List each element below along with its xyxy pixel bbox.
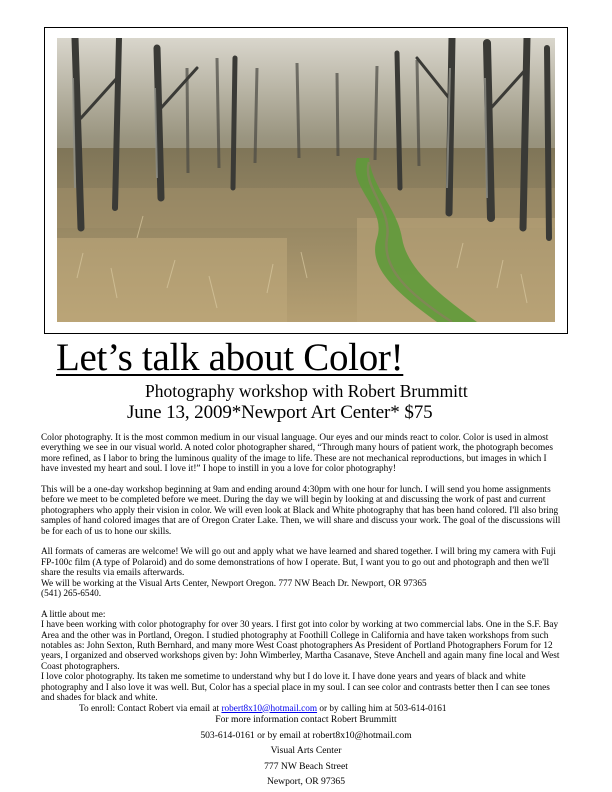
enroll-text: To enroll: Contact Robert via email at	[79, 703, 222, 714]
location-line: We will be working at the Visual Arts Center, Newport Oregon. 777 NW Beach Dr. Newport, OR 97365	[41, 578, 427, 589]
contact-line: 503-614-0161 or by email at robert8x10@hotmail.com	[200, 729, 412, 741]
about-paragraph: I have been working with color photography for over 30 years. I first got into color by working at two commercial labs. One in the S.F. Bay Area and the other was in Portland, Oregon. I studied photography at Foothill College in California and have taken workshops from such notables as: John Sexton, Ruth Bernhard, and many more West Coast photographers As President of Portland Photographers Forum for 12 years, I organized and observed workshops given by: John Wimberley, Martha Casanave, Steve Anchell and again many fine local and West Coast photographers.	[41, 620, 560, 672]
contact-line: Visual Arts Center	[270, 745, 342, 757]
about-heading: A little about me:	[41, 609, 106, 620]
date-location-price: June 13, 2009*Newport Art Center* $75	[127, 402, 433, 423]
contact-line: For more information contact Robert Brummitt	[215, 714, 397, 725]
contact-line: Newport, OR 97365	[266, 776, 346, 788]
love-paragraph: I love color photography. Its taken me sometime to understand why but I do love it. I have done years and years of black and white photography and I also love it was well. But, Color has a special place in my soul. I can see color and contrasts better then I can see tones and shades for black and white.	[41, 672, 550, 704]
flyer-body	[41, 433, 565, 714]
workshop-subtitle: Photography workshop with Robert Brummitt	[145, 381, 468, 401]
cameras-paragraph: All formats of cameras are welcome! We will go out and apply what we have learned and shared together. I will bring my camera with Fuji FP-100c film (A type of Polaroid) and do some demonstrations of how I operate. But, I want you to go out and photograph and then we'll share the results via emails afterwards.	[41, 547, 556, 579]
contact-line: 777 NW Beach Street	[264, 760, 348, 772]
contact-block	[0, 712, 612, 790]
workshop-paragraph: This will be a one-day workshop beginning at 9am and ending around 4:30pm with one hour for lunch. I will send you home assignments before we meet to be completed before we meet. During the day we will begin by looking at and discussing the work of past and current photographers who apply their vision in color. We will even look at Black and White photography that has been hand colored. I'll also bring samples of hand colored images that are of Oregon Crater Lake. Then, we will share and discuss your work. The goal of the discussions will be for each of us to hone our skills.	[41, 485, 561, 537]
photo-frame	[44, 27, 568, 334]
forest-path-illustration	[57, 38, 555, 322]
enroll-phone-text: or by calling him at 503-614-0161	[317, 703, 447, 714]
page-title: Let’s talk about Color!	[56, 336, 404, 379]
intro-paragraph: Color photography. It is the most common medium in our visual language. Our eyes and our minds react to color. Color is used in almost everything we see in our visual world. A noted color photographer shared, “Through many hours of patient work, the photograph becomes more refined, as I labor to bring the luminous quality of the image to life. These are not mechanical reproductions, but images in which I have invested my heart and soul. I love it!” I hope to instill in you a love for color photography!	[41, 433, 553, 475]
forest-path-photo	[57, 38, 555, 322]
phone-line: (541) 265-6540.	[41, 589, 102, 600]
email-link[interactable]: robert8x10@hotmail.com	[221, 703, 318, 714]
